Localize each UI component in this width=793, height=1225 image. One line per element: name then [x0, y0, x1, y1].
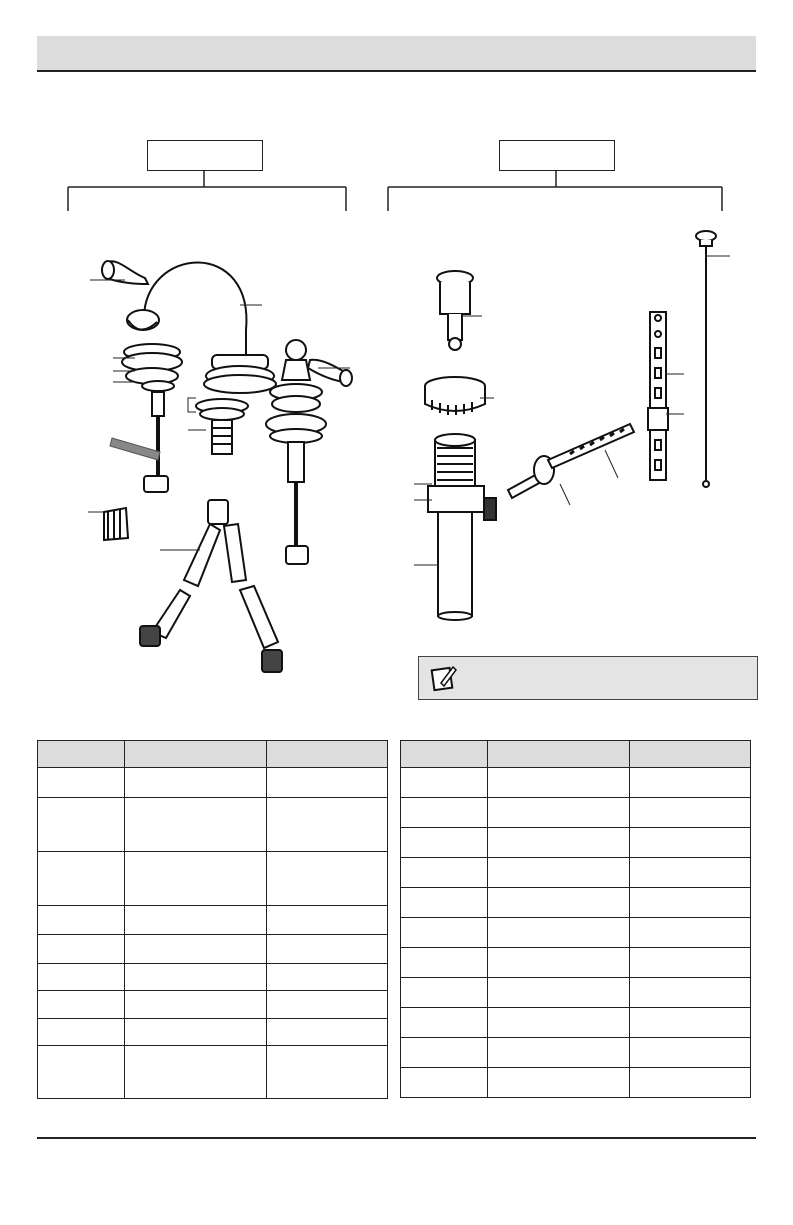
table-cell — [401, 798, 488, 828]
table-cell — [38, 768, 125, 798]
table-cell — [267, 906, 388, 935]
table-cell — [38, 852, 125, 906]
table-cell — [487, 1038, 630, 1068]
table-cell — [630, 888, 751, 918]
table-row — [401, 768, 751, 798]
table-cell — [401, 828, 488, 858]
table-cell — [401, 1038, 488, 1068]
table-cell — [124, 852, 267, 906]
table-cell — [124, 798, 267, 852]
supply-hoses — [140, 500, 282, 672]
table-cell — [124, 991, 267, 1019]
table-row — [401, 948, 751, 978]
table-cell — [630, 828, 751, 858]
table-cell — [401, 768, 488, 798]
table-cell — [124, 1019, 267, 1046]
table-cell — [124, 768, 267, 798]
aerator — [104, 508, 128, 540]
table-cell — [267, 798, 388, 852]
table-cell — [267, 768, 388, 798]
table-header-row — [38, 741, 388, 768]
faucet-group-bracket — [68, 170, 346, 211]
table-cell — [267, 1046, 388, 1099]
pivot-rod — [508, 424, 634, 498]
table-row — [401, 828, 751, 858]
table-cell — [630, 918, 751, 948]
table-cell — [630, 858, 751, 888]
lift-rod — [696, 231, 716, 487]
table-cell — [630, 768, 751, 798]
table-row — [401, 978, 751, 1008]
column-header — [401, 741, 488, 768]
table-cell — [267, 1019, 388, 1046]
table-cell — [38, 1046, 125, 1099]
table-cell — [38, 1019, 125, 1046]
table-row — [401, 798, 751, 828]
table-cell — [630, 798, 751, 828]
table-cell — [630, 978, 751, 1008]
table-cell — [38, 964, 125, 991]
wrench-tool — [110, 438, 160, 460]
table-cell — [124, 964, 267, 991]
table-cell — [267, 935, 388, 964]
table-row — [401, 918, 751, 948]
table-cell — [401, 1008, 488, 1038]
column-header — [38, 741, 125, 768]
table-cell — [267, 991, 388, 1019]
table-row — [38, 1019, 388, 1046]
table-cell — [124, 1046, 267, 1099]
table-header-row — [401, 741, 751, 768]
drain-group-bracket — [388, 170, 722, 211]
table-cell — [487, 888, 630, 918]
column-header — [630, 741, 751, 768]
footer-rule — [37, 1137, 756, 1139]
clevis-strap — [648, 312, 668, 480]
table-cell — [487, 948, 630, 978]
table-row — [38, 852, 388, 906]
pop-up-stopper — [437, 271, 473, 350]
table-cell — [487, 828, 630, 858]
column-header — [487, 741, 630, 768]
column-header — [124, 741, 267, 768]
note-box — [418, 656, 758, 700]
table-cell — [630, 1038, 751, 1068]
table-cell — [487, 768, 630, 798]
table-row — [38, 935, 388, 964]
table-row — [38, 798, 388, 852]
table-cell — [38, 991, 125, 1019]
table-cell — [38, 935, 125, 964]
drain-body — [428, 434, 496, 620]
table-cell — [630, 1008, 751, 1038]
table-cell — [124, 906, 267, 935]
table-cell — [401, 948, 488, 978]
table-cell — [401, 918, 488, 948]
table-row — [38, 768, 388, 798]
table-cell — [124, 935, 267, 964]
table-cell — [487, 798, 630, 828]
table-cell — [487, 1068, 630, 1098]
table-cell — [630, 948, 751, 978]
table-cell — [401, 1068, 488, 1098]
table-cell — [630, 1068, 751, 1098]
table-cell — [38, 906, 125, 935]
table-row — [401, 1008, 751, 1038]
table-cell — [401, 858, 488, 888]
table-cell — [401, 978, 488, 1008]
table-cell — [38, 798, 125, 852]
table-row — [401, 1068, 751, 1098]
drain-parts-table — [400, 740, 751, 1098]
right-handle-valve — [266, 340, 352, 564]
table-row — [38, 906, 388, 935]
table-cell — [487, 1008, 630, 1038]
note-pencil-icon — [429, 663, 459, 693]
drain-flange — [425, 377, 485, 415]
column-header — [267, 741, 388, 768]
table-row — [38, 964, 388, 991]
table-row — [401, 1038, 751, 1068]
table-cell — [267, 852, 388, 906]
table-row — [38, 991, 388, 1019]
table-row — [38, 1046, 388, 1099]
table-cell — [487, 858, 630, 888]
faucet-parts-table — [37, 740, 388, 1099]
table-cell — [487, 978, 630, 1008]
table-row — [401, 858, 751, 888]
table-cell — [267, 964, 388, 991]
table-cell — [401, 888, 488, 918]
table-cell — [487, 918, 630, 948]
table-row — [401, 888, 751, 918]
